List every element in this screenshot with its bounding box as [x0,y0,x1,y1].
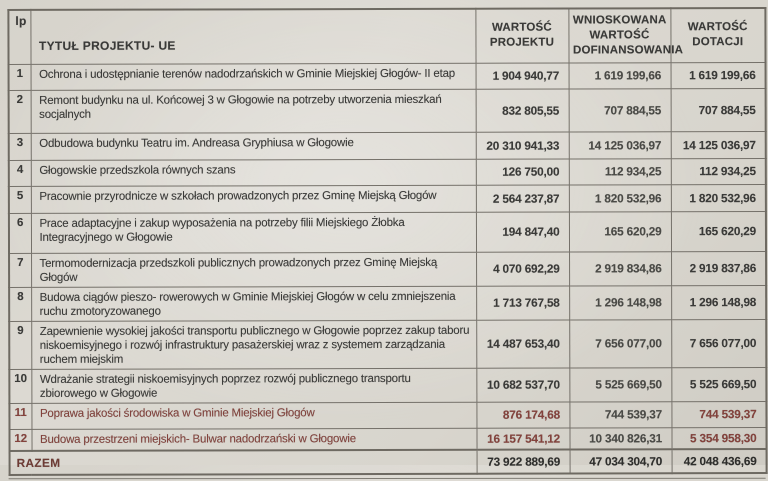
header-grant-value: WARTOŚĆ DOTACJI [670,8,765,62]
table-row [9,319,766,369]
row-number-cell: 11 [9,403,31,429]
project-value-cell: 16 157 541,12 [476,428,569,450]
grant-value-cell: 2 919 837,86 [671,251,766,285]
total-requested-value: 47 034 304,70 [570,449,672,473]
row-number-cell: 8 [9,287,31,321]
project-value-cell: 10 682 537,70 [476,368,569,402]
project-title-cell: Remont budynku na ul. Końcowej 3 w Głogowie na potrzeby utworzenia mieszkań socjalnych [31,89,476,133]
row-number-cell: 7 [9,253,31,287]
grant-value-cell: 165 620,29 [671,211,766,251]
row-number-cell: 5 [9,186,31,213]
row-number-cell: 9 [9,321,31,369]
table-row [9,285,766,321]
grant-value-cell: 7 656 077,00 [671,319,766,367]
scanned-document [7,7,765,480]
grant-value-cell: 14 125 036,97 [671,131,766,158]
requested-value-cell: 112 934,25 [569,158,671,184]
requested-value-cell: 1 619 199,66 [569,62,671,88]
header-project-value: WARTOŚĆ PROJEKTU [475,9,568,63]
table-row [9,367,766,403]
bottom-scan-line [9,478,766,479]
row-number-cell: 6 [9,213,31,253]
table-row [9,427,766,451]
total-project-value: 73 922 889,69 [477,450,570,474]
project-title-cell: Wdrażanie strategii niskoemisyjnych poprzez rozwój publicznego transportu zbiorowego w Głogowie [31,368,476,403]
requested-value-cell: 10 340 826,31 [569,427,671,449]
total-row [10,449,767,475]
project-value-cell: 14 487 653,40 [476,320,569,368]
grant-value-cell: 707 884,55 [671,88,766,131]
project-title-cell: Ochrona i udostępnianie terenów nadodrzańskich w Gminie Miejskiej Głogów- II etap [31,63,476,90]
requested-value-cell: 2 919 834,86 [569,251,671,285]
project-value-cell: 876 174,68 [476,402,569,428]
requested-value-cell: 1 820 532,96 [569,184,671,211]
requested-value-cell: 1 296 148,98 [569,285,671,319]
row-number-cell: 1 [9,64,31,90]
grant-value-cell: 1 296 148,98 [671,285,766,319]
header-row [8,8,765,64]
project-value-cell: 2 564 237,87 [476,185,569,212]
table-row [9,211,766,253]
table-row [9,88,766,133]
grant-value-cell: 744 539,37 [671,401,766,427]
project-title-cell: Termomodernizacja przedszkoli publicznych prowadzonych przez Gminę Miejską Głogów [31,252,476,287]
table-footer [10,449,767,475]
projects-table [7,7,767,476]
row-number-cell: 10 [9,369,31,403]
project-value-cell: 1 904 940,77 [476,63,569,89]
project-title-cell: Prace adaptacyjne i zakup wyposażenia na potrzeby filii Miejskiego Żłobka Integracyjnego w Głogowie [31,212,476,253]
table-row [9,401,766,429]
project-title-cell: Budowa przestrzeni miejskich- Bulwar nadodrzański w Głogowie [31,428,476,451]
total-label: RAZEM [10,450,477,475]
project-value-cell: 20 310 941,33 [476,132,569,159]
project-value-cell: 194 847,40 [476,212,569,252]
total-grant-value: 42 048 436,69 [672,449,767,473]
table-row [9,158,766,186]
table-row [9,131,766,160]
header-lp: lp [8,10,30,64]
project-value-cell: 1 713 767,58 [476,286,569,320]
row-number-cell: 3 [9,133,31,160]
row-number-cell: 2 [9,90,31,133]
grant-value-cell: 112 934,25 [671,158,766,184]
table-body [9,62,767,451]
project-title-cell: Zapewnienie wysokiej jakości transportu publicznego w Głogowie poprzez zakup taboru niskoemisyjnego i rozwój infrastruktury pasażerskiej wraz z systemem zarządzania ruchem miejskim [31,320,476,369]
header-project-title: TYTUŁ PROJEKTU- UE [30,9,475,64]
project-title-cell: Odbudowa budynku Teatru im. Andreasa Gryphiusa w Głogowie [31,132,476,160]
project-title-cell: Budowa ciągów pieszo- rowerowych w Gminie Miejskiej Głogów w celu zmniejszenia ruchu zmotoryzowanego [31,286,476,321]
table-row [9,62,766,90]
requested-value-cell: 7 656 077,00 [569,319,671,367]
grant-value-cell: 5 525 669,50 [671,367,766,401]
header-requested-value: WNIOSKOWANA WARTOŚĆ DOFINANSOWANIA [568,8,670,62]
project-title-cell: Głogowskie przedszkola równych szans [31,159,476,186]
requested-value-cell: 5 525 669,50 [569,367,671,401]
project-title-cell: Pracownie przyrodnicze w szkołach prowadzonych przez Gminę Miejską Głogów [31,185,476,213]
table-row [9,251,766,287]
requested-value-cell: 744 539,37 [569,401,671,427]
row-number-cell: 12 [9,429,31,451]
row-number-cell: 4 [9,160,31,186]
project-value-cell: 4 070 692,29 [476,252,569,286]
grant-value-cell: 1 619 199,66 [671,62,766,88]
project-value-cell: 832 805,55 [476,89,569,132]
grant-value-cell: 1 820 532,96 [671,184,766,211]
project-value-cell: 126 750,00 [476,159,569,185]
grant-value-cell: 5 354 958,30 [671,427,766,449]
requested-value-cell: 165 620,29 [569,211,671,251]
requested-value-cell: 707 884,55 [569,88,671,131]
requested-value-cell: 14 125 036,97 [569,131,671,158]
table-header [8,8,765,64]
project-title-cell: Poprawa jakości środowiska w Gminie Miejskiej Głogów [31,402,476,429]
table-row [9,184,766,213]
